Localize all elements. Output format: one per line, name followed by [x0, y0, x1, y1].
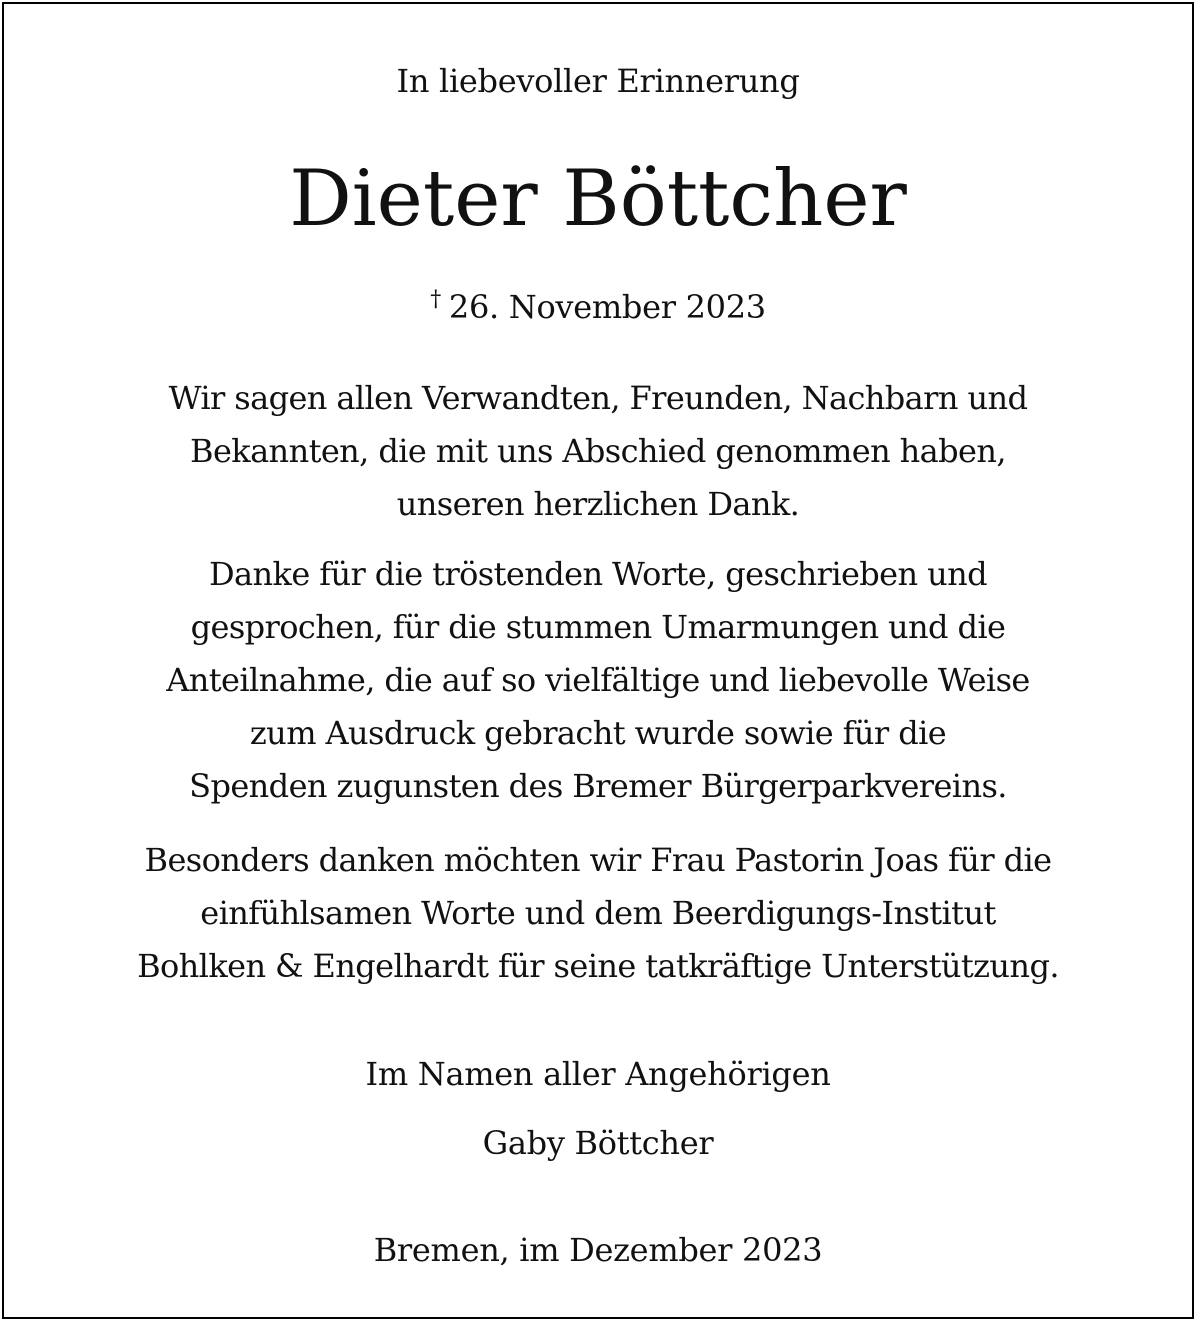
paragraph-line: Anteilnahme, die auf so vielfältige und liebevolle Weise [166, 661, 1030, 699]
intro-line: In liebevoller Erinnerung [396, 62, 800, 100]
paragraph-line: unseren herzlichen Dank. [396, 485, 800, 523]
closing-line: Im Namen aller Angehörigen [365, 1055, 831, 1093]
paragraph-line: zum Ausdruck gebracht wurde sowie für die [249, 714, 947, 752]
paragraph-line: gesprochen, für die stummen Umarmungen und die [190, 608, 1006, 646]
gratitude-paragraph [4, 548, 1192, 813]
cross-symbol: † [430, 287, 441, 312]
paragraph-line: Besonders danken möchten wir Frau Pastorin Joas für die [144, 841, 1052, 879]
death-date-line [4, 275, 1192, 332]
paragraph-line: Danke für die tröstenden Worte, geschrieben und [208, 555, 988, 593]
special-thanks-paragraph [4, 834, 1192, 993]
paragraph-line: Wir sagen allen Verwandten, Freunden, Nachbarn und [168, 379, 1028, 417]
paragraph-line: Bohlken & Engelhardt für seine tatkräftige Unterstützung. [137, 947, 1059, 985]
thanks-paragraph [4, 372, 1192, 531]
death-date: 26. November 2023 [448, 288, 766, 326]
paragraph-line: einfühlsamen Worte und dem Beerdigungs-Institut [200, 894, 996, 932]
paragraph-line: Bekannten, die mit uns Abschied genommen haben, [190, 432, 1006, 470]
place-date-line: Bremen, im Dezember 2023 [373, 1231, 823, 1269]
paragraph-line: Spenden zugunsten des Bremer Bürgerparkvereins. [189, 767, 1007, 805]
deceased-name: Dieter Böttcher [289, 154, 907, 244]
obituary-notice [2, 2, 1194, 1319]
signer-name: Gaby Böttcher [482, 1124, 714, 1162]
